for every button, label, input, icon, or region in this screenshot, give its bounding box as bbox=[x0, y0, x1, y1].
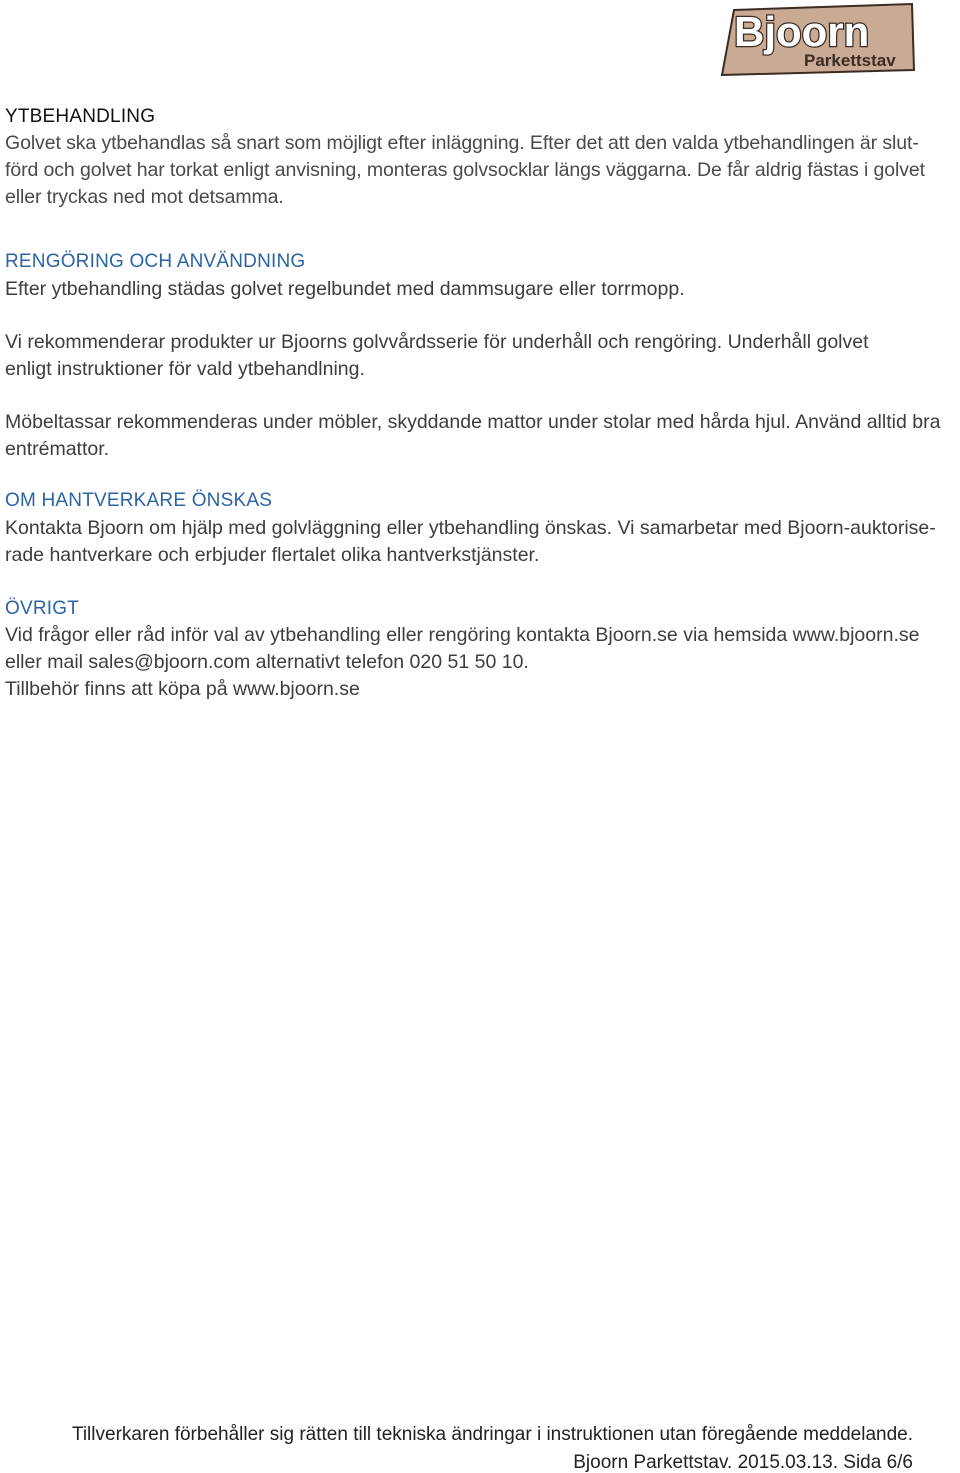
section-rengoring-paragraph-2 bbox=[5, 329, 955, 383]
paragraph-line: Tillbehör finns att köpa på www.bjoorn.se bbox=[5, 678, 360, 700]
paragraph-line: entrémattor. bbox=[5, 438, 110, 460]
section-ytbehandling-paragraph bbox=[5, 130, 955, 211]
section-hantverkare-heading-wrap bbox=[5, 487, 955, 514]
paragraph-line: Möbeltassar rekommenderas under möbler, skyddande mattor under stolar med hårda hjul. Använd alltid bra bbox=[5, 411, 941, 433]
logo-wordmark: Bjoorn bbox=[734, 8, 870, 55]
section-rengoring-paragraph-1 bbox=[5, 276, 955, 303]
paragraph-line: eller mail sales@bjoorn.com alternativt telefon 020 51 50 10. bbox=[5, 651, 529, 673]
section-ovrigt-paragraph bbox=[5, 622, 955, 703]
section-ovrigt-heading-wrap bbox=[5, 595, 955, 622]
section-heading: ÖVRIGT bbox=[5, 598, 80, 619]
footer-document-info: Bjoorn Parkettstav. 2015.03.13. Sida 6/6 bbox=[573, 1452, 913, 1473]
paragraph-line: Vi rekommenderar produkter ur Bjoorns golvvårdsserie för underhåll och rengöring. Underhåll golvet bbox=[5, 331, 869, 353]
logo-tagline: Parkettstav bbox=[804, 51, 896, 70]
paragraph-line: Vid frågor eller råd inför val av ytbehandling eller rengöring kontakta Bjoorn.se via hemsida www.bjoorn.se bbox=[5, 624, 920, 646]
paragraph-line: förd och golvet har torkat enligt anvisning, monteras golvsocklar längs väggarna. De får aldrig fästas i golvet bbox=[5, 159, 925, 181]
section-ytbehandling-heading-wrap bbox=[5, 103, 955, 130]
paragraph-line: enligt instruktioner för vald ytbehandlning. bbox=[5, 358, 365, 380]
section-rengoring-paragraph-3 bbox=[5, 409, 955, 463]
paragraph-line: Kontakta Bjoorn om hjälp med golvläggning eller ytbehandling önskas. Vi samarbetar med Bjoorn-auktorise- bbox=[5, 517, 936, 539]
section-heading: RENGÖRING OCH ANVÄNDNING bbox=[5, 251, 306, 272]
section-rengoring-heading-wrap bbox=[5, 248, 955, 275]
paragraph-line: eller tryckas ned mot detsamma. bbox=[5, 186, 284, 208]
section-heading: YTBEHANDLING bbox=[5, 106, 156, 127]
paragraph-line: Efter ytbehandling städas golvet regelbundet med dammsugare eller torrmopp. bbox=[5, 278, 685, 300]
paragraph-line: rade hantverkare och erbjuder flertalet olika hantverkstjänster. bbox=[5, 544, 540, 566]
section-heading: OM HANTVERKARE ÖNSKAS bbox=[5, 490, 273, 511]
brand-logo bbox=[720, 2, 916, 76]
footer-disclaimer: Tillverkaren förbehåller sig rätten till tekniska ändringar i instruktionen utan föregående meddelande. bbox=[71, 1424, 913, 1445]
section-hantverkare-paragraph bbox=[5, 515, 955, 569]
paragraph-line: Golvet ska ytbehandlas så snart som möjligt efter inläggning. Efter det att den valda ytbehandlingen är slut- bbox=[5, 132, 919, 154]
